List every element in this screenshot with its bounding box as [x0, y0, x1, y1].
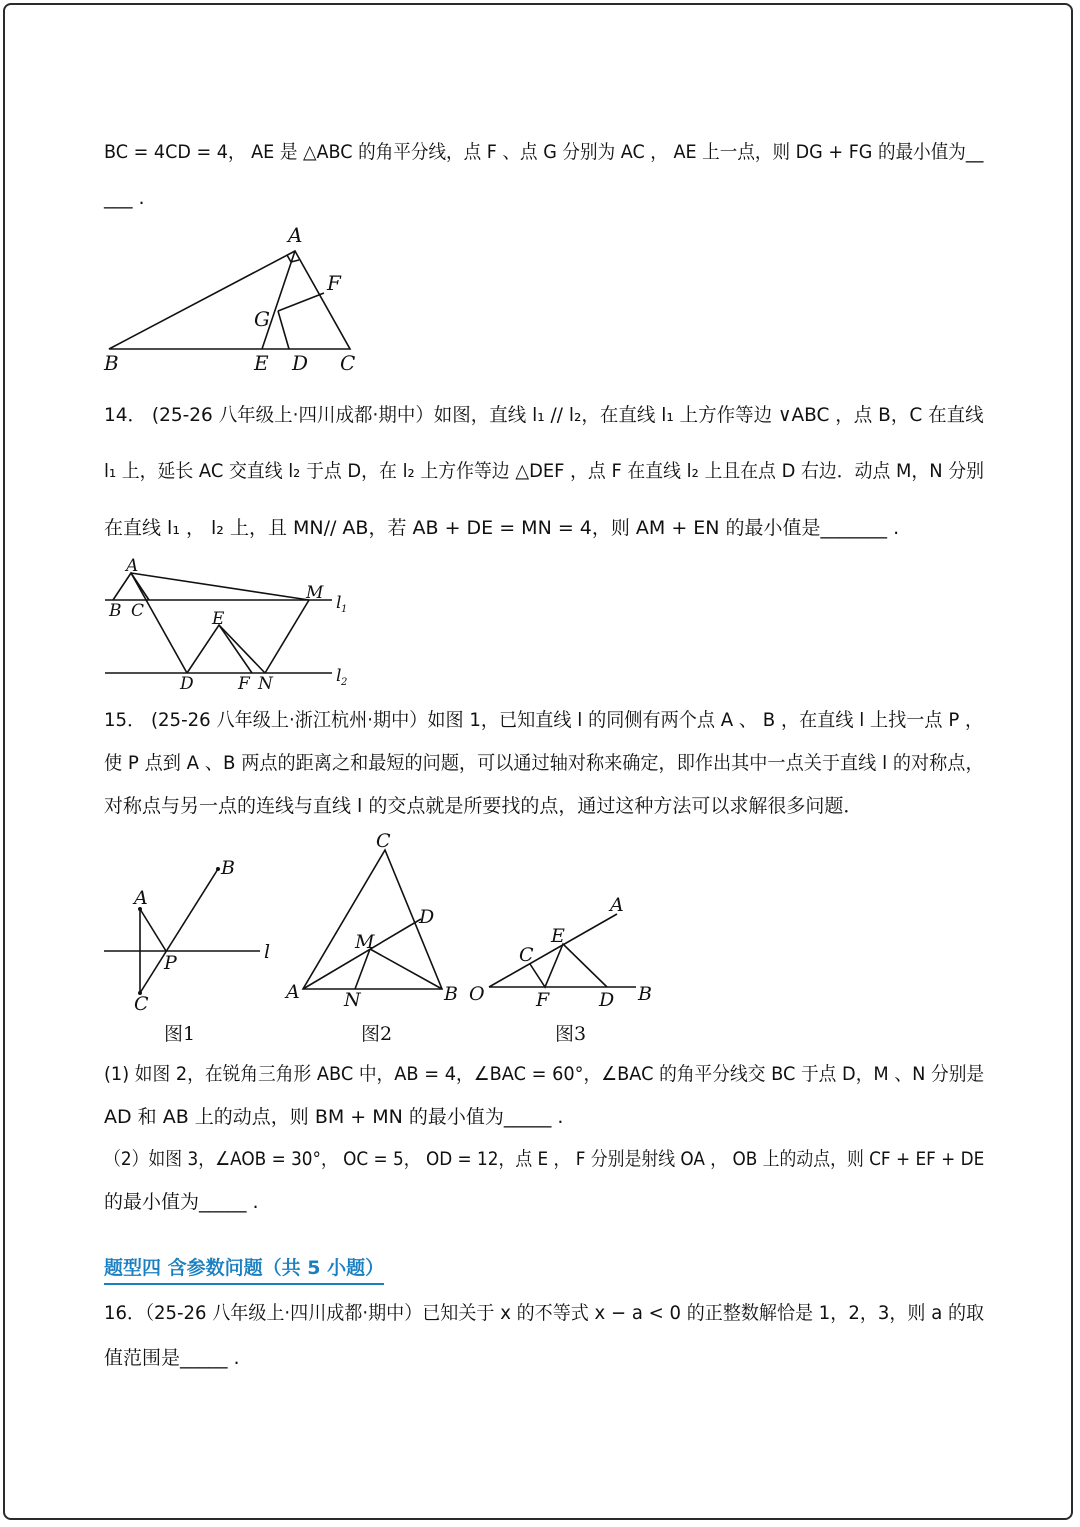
segment-mn [355, 949, 370, 989]
label-M: M [306, 583, 324, 603]
segment-mn [265, 600, 309, 673]
segment-gf [278, 293, 324, 311]
q14-line-1: 14． (25-26 八年级上·四川成都·期中）如图，直线 l₁ // l₂，在直线 l₁ 上方作等边 ∨ABC ，点 B，C 在直线 [104, 404, 984, 426]
segment-ad [303, 919, 421, 989]
q13-line-2: ___ . [104, 187, 145, 209]
q13-line-1: BC = 4CD = 4， AE 是 △ABC 的角平分线，点 F 、点 G 分别为 AC ， AE 上一点，则 DG + FG 的最小值为__ [104, 141, 984, 163]
label-l1-subscript: 1 [341, 604, 348, 615]
label-G: G [254, 307, 270, 331]
segment-cb [140, 869, 218, 993]
figure-15-2 [284, 830, 458, 1045]
label-D: D [292, 351, 309, 375]
label-B: B [444, 983, 458, 1005]
label-E: E [551, 925, 565, 947]
label-C: C [519, 944, 534, 966]
label-C: C [340, 351, 356, 375]
label-M: M [355, 931, 375, 953]
sub2-line-2: 的最小值为_____ . [104, 1191, 259, 1213]
label-B: B [104, 351, 119, 375]
segment-bm [370, 949, 442, 989]
q15-line-2: 使 P 点到 A 、B 两点的距离之和最短的问题，可以通过轴对称来确定，即作出其中一点关于直线 l 的对称点， [104, 752, 984, 774]
label-A: A [134, 887, 148, 909]
label-A: A [288, 223, 303, 247]
sub2-line-1: （2）如图 3，∠AOB = 30°， OC = 5， OD = 12，点 E ， F 分别是射线 OA ， OB 上的动点，则 CF + EF + DE [104, 1148, 985, 1170]
label-C: C [131, 601, 145, 621]
label-B: B [221, 857, 235, 879]
segment-gd [278, 311, 289, 349]
triangle-abc [109, 251, 350, 349]
label-B: B [638, 983, 652, 1005]
label-N: N [344, 989, 361, 1011]
figure-14-parallel-lines [100, 555, 360, 695]
label-B: B [109, 601, 122, 621]
figure-13-triangle [95, 222, 375, 377]
label-E: E [212, 609, 225, 629]
label-F: F [327, 271, 341, 295]
sub1-line-2: AD 和 AB 上的动点，则 BM + MN 的最小值为_____ . [104, 1106, 564, 1128]
label-D: D [419, 906, 435, 928]
figure-15-diagrams [100, 826, 660, 1051]
label-D: D [599, 989, 615, 1011]
label-P: P [164, 952, 177, 974]
caption-fig1: 图1 [164, 1023, 196, 1045]
q14-line-3: 在直线 l₁ ， l₂ 上，且 MN// AB，若 AB + DE = MN = 4，则 AM + EN 的最小值是_______ . [104, 517, 900, 539]
label-O: O [469, 983, 485, 1005]
label-D: D [180, 674, 194, 694]
label-F: F [536, 989, 550, 1011]
sub1-line-1: (1) 如图 2，在锐角三角形 ABC 中，AB = 4，∠BAC = 60°，∠BAC 的角平分线交 BC 于点 D，M 、N 分别是 [104, 1063, 985, 1085]
segment-ad [131, 573, 187, 673]
label-A: A [610, 894, 624, 916]
label-A: A [126, 556, 139, 576]
section-heading: 题型四 含参数问题（共 5 小题） [104, 1253, 384, 1285]
figure-15-3 [469, 894, 652, 1045]
q15-line-1: 15． (25-26 八年级上·浙江杭州·期中）如图 1，已知直线 l 的同侧有两个点 A 、 B ，在直线 l 上找一点 P ， [104, 709, 984, 731]
segment-en [219, 625, 265, 673]
label-l: l [264, 941, 271, 963]
label-N: N [258, 674, 273, 694]
point-b [216, 867, 220, 871]
label-F: F [238, 674, 250, 694]
segment-am [131, 573, 309, 600]
figure-15-1 [104, 857, 270, 1045]
q15-line-3: 对称点与另一点的连线与直线 l 的交点就是所要找的点，通过这种方法可以求解很多问题． [104, 795, 863, 817]
q14-line-2: l₁ 上，延长 AC 交直线 l₂ 于点 D，在 l₂ 上方作等边 △DEF ，点 F 在直线 l₂ 上且在点 D 右边．动点 M，N 分别 [104, 460, 985, 482]
label-l2: l [336, 666, 342, 686]
caption-fig2: 图2 [361, 1023, 393, 1045]
q16-line-1: 16．（25-26 八年级上·四川成都·期中）已知关于 x 的不等式 x − a < 0 的正整数解恰是 1，2，3，则 a 的取 [104, 1302, 985, 1324]
label-C: C [134, 993, 149, 1015]
segment-ap [140, 909, 166, 951]
label-C: C [376, 830, 391, 852]
q16-line-2: 值范围是_____ . [104, 1347, 240, 1369]
label-A: A [286, 981, 300, 1003]
caption-fig3: 图3 [555, 1023, 587, 1045]
label-l2-subscript: 2 [341, 677, 348, 688]
label-E: E [254, 351, 269, 375]
path-cfed [530, 944, 607, 987]
label-l1: l [336, 593, 342, 613]
